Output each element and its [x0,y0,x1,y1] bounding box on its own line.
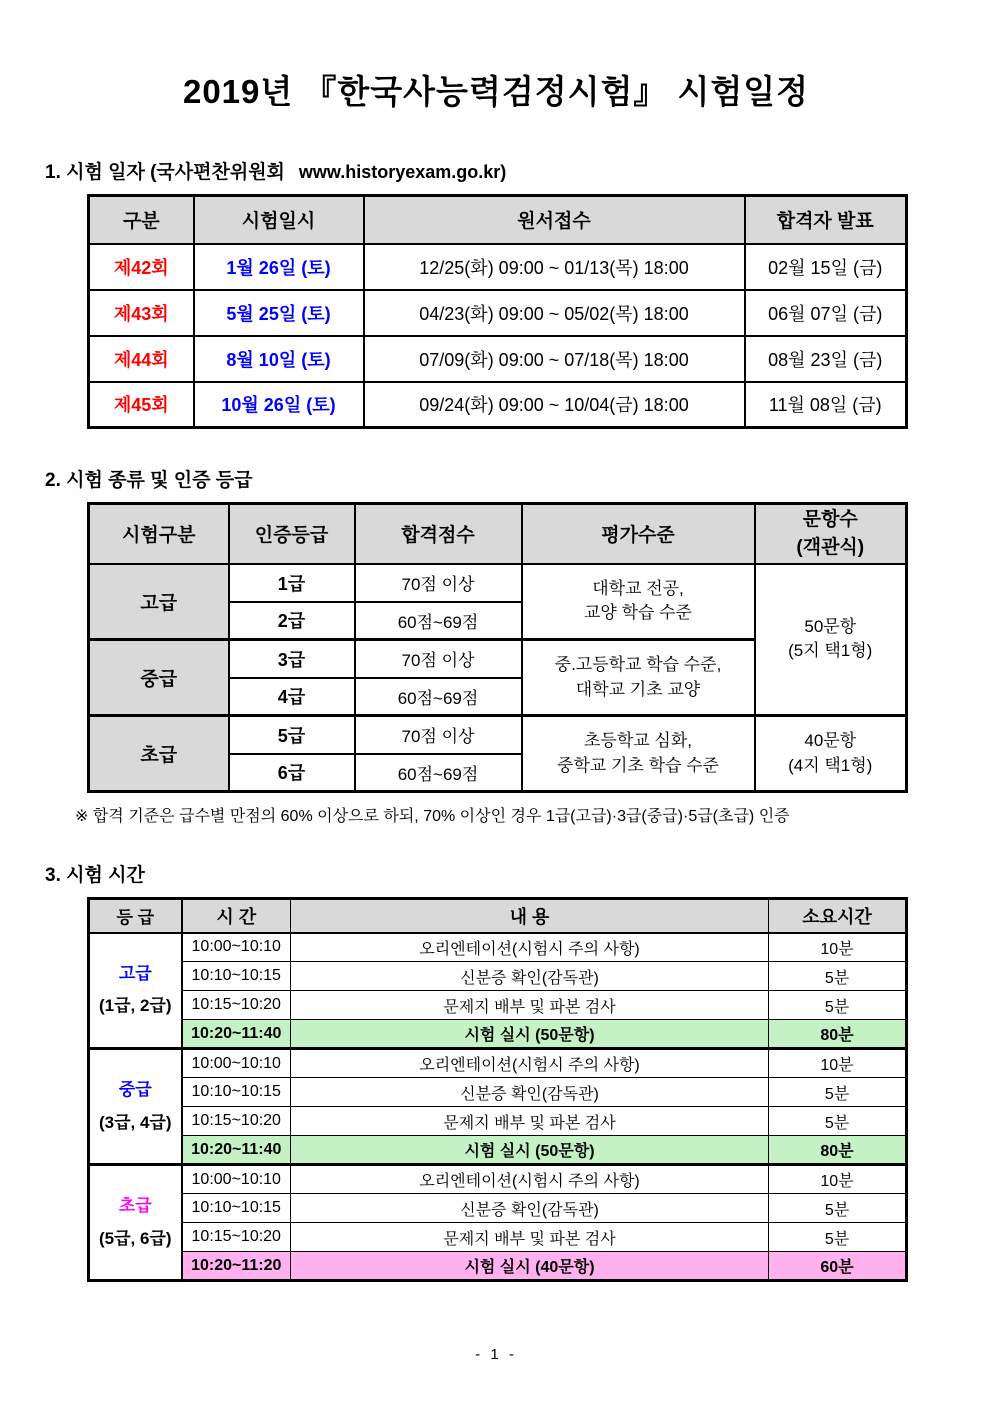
duration-cell: 80분 [769,1136,907,1165]
grade-intermediate-cell [89,1049,182,1165]
table-header-row [89,196,907,244]
section2-heading: 2. 시험 종류 및 인증 등급 [45,470,253,491]
round-cell: 제44회 [89,336,194,382]
exam-date-cell: 1월 26일 (토) [194,244,364,290]
question-count-line1: 50문항 [804,616,857,636]
header-round: 구분 [89,196,194,244]
table-row [89,1078,907,1107]
score-cell: 60점~69점 [355,754,522,792]
question-count-cell [755,564,907,716]
grade-sub-levels: (3급, 4급) [98,1112,172,1132]
table-row [89,991,907,1020]
header-certification-level: 인증등급 [229,504,355,564]
duration-cell: 5분 [769,962,907,991]
exam-date-cell: 5월 25일 (토) [194,290,364,336]
header-question-count-line1: 문항수 [802,509,858,531]
evaluation-cell [522,640,755,716]
application-period-cell: 12/25(화) 09:00 ~ 01/13(목) 18:00 [364,244,745,290]
table-row [89,1049,907,1078]
level-cell: 4급 [229,678,355,716]
content-cell: 신분증 확인(감독관) [291,962,769,991]
level-cell: 3급 [229,640,355,678]
time-cell: 10:15~10:20 [182,991,291,1020]
header-duration: 소요시간 [769,899,907,933]
level-cell: 1급 [229,564,355,602]
content-cell: 신분증 확인(감독관) [291,1078,769,1107]
category-advanced-cell: 고급 [89,564,229,640]
table-row [89,290,907,336]
content-cell: 오리엔테이션(시험시 주의 사항) [291,1049,769,1078]
exam-date-cell: 8월 10일 (토) [194,336,364,382]
header-passing-score: 합격점수 [355,504,522,564]
level-cell: 6급 [229,754,355,792]
exam-session-row [89,1020,907,1049]
header-evaluation-level: 평가수준 [522,504,755,564]
grade-sub-levels: (5급, 6급) [98,1228,172,1248]
round-cell: 제42회 [89,244,194,290]
header-question-count [755,504,907,564]
application-period-cell: 04/23(화) 09:00 ~ 05/02(목) 18:00 [364,290,745,336]
time-cell: 10:00~10:10 [182,933,291,962]
table-row [89,716,907,754]
table-row [89,1165,907,1194]
content-cell: 신분증 확인(감독관) [291,1194,769,1223]
duration-cell: 80분 [769,1020,907,1049]
grade-advanced-cell [89,933,182,1049]
duration-cell: 5분 [769,1078,907,1107]
time-cell: 10:15~10:20 [182,1107,291,1136]
content-cell: 시험 실시 (50문항) [291,1136,769,1165]
grade-sub-levels: (1급, 2급) [98,996,172,1016]
page-number: - 1 - [475,1346,517,1363]
score-cell: 60점~69점 [355,602,522,640]
header-exam-date: 시험일시 [194,196,364,244]
duration-cell: 5분 [769,1223,907,1252]
header-grade: 등 급 [89,899,182,933]
duration-cell: 10분 [769,1049,907,1078]
duration-cell: 60분 [769,1252,907,1281]
application-period-cell: 09/24(화) 09:00 ~ 10/04(금) 18:00 [364,382,745,428]
evaluation-line1: 대학교 전공, [592,578,684,598]
evaluation-cell [522,564,755,640]
passing-criteria-note: ※ 합격 기준은 급수별 만점의 60% 이상으로 하되, 70% 이상인 경우 1급(고급)·3급(중급)·5급(초급) 인증 [75,808,790,825]
time-cell: 10:15~10:20 [182,1223,291,1252]
score-cell: 70점 이상 [355,716,522,754]
table-row [89,1107,907,1136]
table-row [89,933,907,962]
evaluation-line2: 교양 학습 수준 [584,603,692,623]
grade-name: 중급 [118,1080,152,1100]
document-title: 2019년 『한국사능력검정시험』 시험일정 [182,73,810,110]
level-cell: 2급 [229,602,355,640]
exam-session-row [89,1136,907,1165]
time-cell: 10:00~10:10 [182,1165,291,1194]
round-cell: 제45회 [89,382,194,428]
section1-heading-text: 1. 시험 일자 (국사편찬위원회 [45,162,285,183]
table-row [89,1194,907,1223]
duration-cell: 5분 [769,991,907,1020]
score-cell: 70점 이상 [355,564,522,602]
exam-date-cell: 10월 26일 (토) [194,382,364,428]
score-cell: 70점 이상 [355,640,522,678]
question-count-line2: (5지 택1형) [788,641,873,661]
website-url-text: www.historyexam.go.kr) [298,162,507,182]
evaluation-line2: 대학교 기초 교양 [575,679,701,699]
content-cell: 시험 실시 (40문항) [291,1252,769,1281]
evaluation-line2: 중학교 기초 학습 수준 [557,755,719,775]
content-cell: 문제지 배부 및 파본 검사 [291,1107,769,1136]
grade-name: 초급 [118,1196,152,1216]
exam-session-row [89,1252,907,1281]
section1-heading [45,157,905,184]
content-cell: 오리엔테이션(시험시 주의 사항) [291,933,769,962]
table-header-row [89,899,907,933]
header-question-count-line2: (객관식) [796,536,865,558]
exam-levels-table [87,502,908,793]
announcement-cell: 11월 08일 (금) [745,382,907,428]
content-cell: 시험 실시 (50문항) [291,1020,769,1049]
time-cell: 10:20~11:40 [182,1020,291,1049]
category-beginner-cell: 초급 [89,716,229,792]
duration-cell: 5분 [769,1194,907,1223]
evaluation-line1: 중.고등학교 학습 수준, [554,654,722,674]
header-time: 시 간 [182,899,291,933]
table-row [89,382,907,428]
time-cell: 10:20~11:40 [182,1136,291,1165]
time-cell: 10:00~10:10 [182,1049,291,1078]
application-period-cell: 07/09(화) 09:00 ~ 07/18(목) 18:00 [364,336,745,382]
header-exam-category: 시험구분 [89,504,229,564]
table-row [89,962,907,991]
category-intermediate-cell: 중급 [89,640,229,716]
level-cell: 5급 [229,716,355,754]
header-application: 원서접수 [364,196,745,244]
content-cell: 문제지 배부 및 파본 검사 [291,991,769,1020]
grade-name: 고급 [118,963,152,983]
exam-dates-table [87,194,908,429]
question-count-line2: (4지 택1형) [788,755,873,775]
content-cell: 오리엔테이션(시험시 주의 사항) [291,1165,769,1194]
time-cell: 10:20~11:20 [182,1252,291,1281]
header-announcement: 합격자 발표 [745,196,907,244]
table-row [89,1223,907,1252]
time-cell: 10:10~10:15 [182,1194,291,1223]
announcement-cell: 06월 07일 (금) [745,290,907,336]
exam-time-table [87,897,908,1282]
question-count-line1: 40문항 [804,730,857,750]
question-count-cell [755,716,907,792]
section3-heading: 3. 시험 시간 [45,865,145,886]
announcement-cell: 02월 15일 (금) [745,244,907,290]
table-row [89,336,907,382]
duration-cell: 10분 [769,1165,907,1194]
table-row [89,244,907,290]
grade-beginner-cell [89,1165,182,1281]
round-cell: 제43회 [89,290,194,336]
score-cell: 60점~69점 [355,678,522,716]
content-cell: 문제지 배부 및 파본 검사 [291,1223,769,1252]
evaluation-cell [522,716,755,792]
announcement-cell: 08월 23일 (금) [745,336,907,382]
evaluation-line1: 초등학교 심화, [584,730,692,750]
duration-cell: 5분 [769,1107,907,1136]
table-row [89,564,907,602]
table-header-row [89,504,907,564]
time-cell: 10:10~10:15 [182,962,291,991]
time-cell: 10:10~10:15 [182,1078,291,1107]
header-content: 내 용 [291,899,769,933]
duration-cell: 10분 [769,933,907,962]
